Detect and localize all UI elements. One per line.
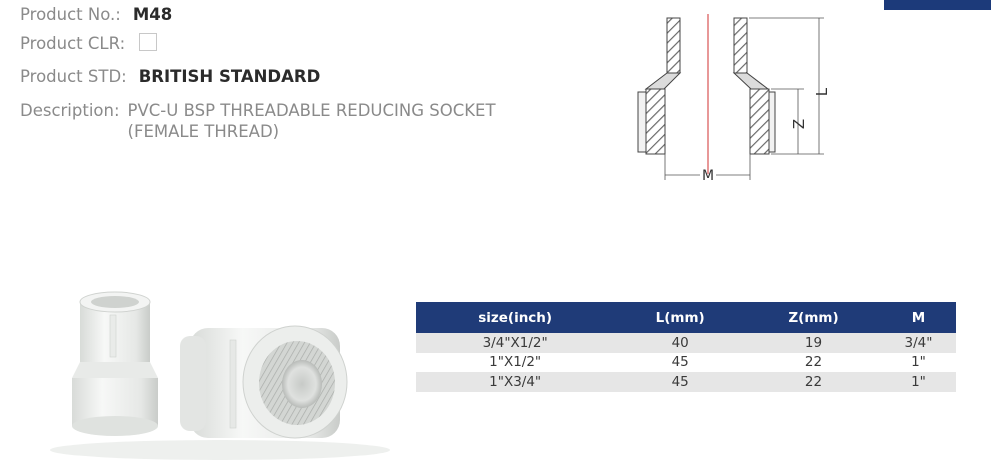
- cell-m: 3/4": [881, 333, 956, 353]
- cell-size: 3/4"X1/2": [416, 333, 614, 353]
- header-length: L(mm): [614, 302, 746, 333]
- product-color-label: Product CLR:: [20, 34, 126, 53]
- product-description-label: Description:: [20, 101, 120, 120]
- cell-m: 1": [881, 372, 956, 392]
- header-size: size(inch): [416, 302, 614, 333]
- product-color-swatch: [139, 33, 157, 51]
- upper-right-thread-wall: [734, 18, 747, 73]
- header-z: Z(mm): [746, 302, 881, 333]
- specification-table: [416, 302, 956, 392]
- table-row: [416, 372, 956, 392]
- product-description-row: [20, 100, 496, 142]
- technical-drawing: [628, 12, 852, 184]
- product-number-label: Product No.:: [20, 5, 121, 24]
- table-row: [416, 353, 956, 373]
- product-number-row: [20, 4, 172, 25]
- dimension-l-label: L: [813, 87, 831, 97]
- corner-accent-tab: [884, 0, 991, 10]
- cell-size: 1"X3/4": [416, 372, 614, 392]
- cell-length: 45: [614, 372, 746, 392]
- dimension-z-label: Z: [790, 118, 808, 130]
- table-header-row: [416, 302, 956, 333]
- cell-length: 45: [614, 353, 746, 373]
- product-description-value: PVC-U BSP THREADABLE REDUCING SOCKET (FEMALE THREAD): [127, 101, 496, 141]
- product-standard-row: [20, 66, 320, 87]
- cell-m: 1": [881, 353, 956, 373]
- cell-length: 40: [614, 333, 746, 353]
- cell-z: 22: [746, 353, 881, 373]
- product-number-value: M48: [132, 5, 173, 24]
- header-m: M: [881, 302, 956, 333]
- cell-size: 1"X1/2": [416, 353, 614, 373]
- product-color-row: [20, 33, 157, 54]
- product-standard-value: BRITISH STANDARD: [138, 67, 321, 86]
- lower-left-thread-wall: [646, 89, 665, 154]
- table-row: [416, 333, 956, 353]
- cell-z: 22: [746, 372, 881, 392]
- product-standard-label: Product STD:: [20, 67, 127, 86]
- lower-right-thread-wall: [750, 89, 769, 154]
- dimension-m-label: M: [701, 168, 715, 184]
- product-photo: [40, 280, 402, 466]
- upper-left-thread-wall: [667, 18, 680, 73]
- cell-z: 19: [746, 333, 881, 353]
